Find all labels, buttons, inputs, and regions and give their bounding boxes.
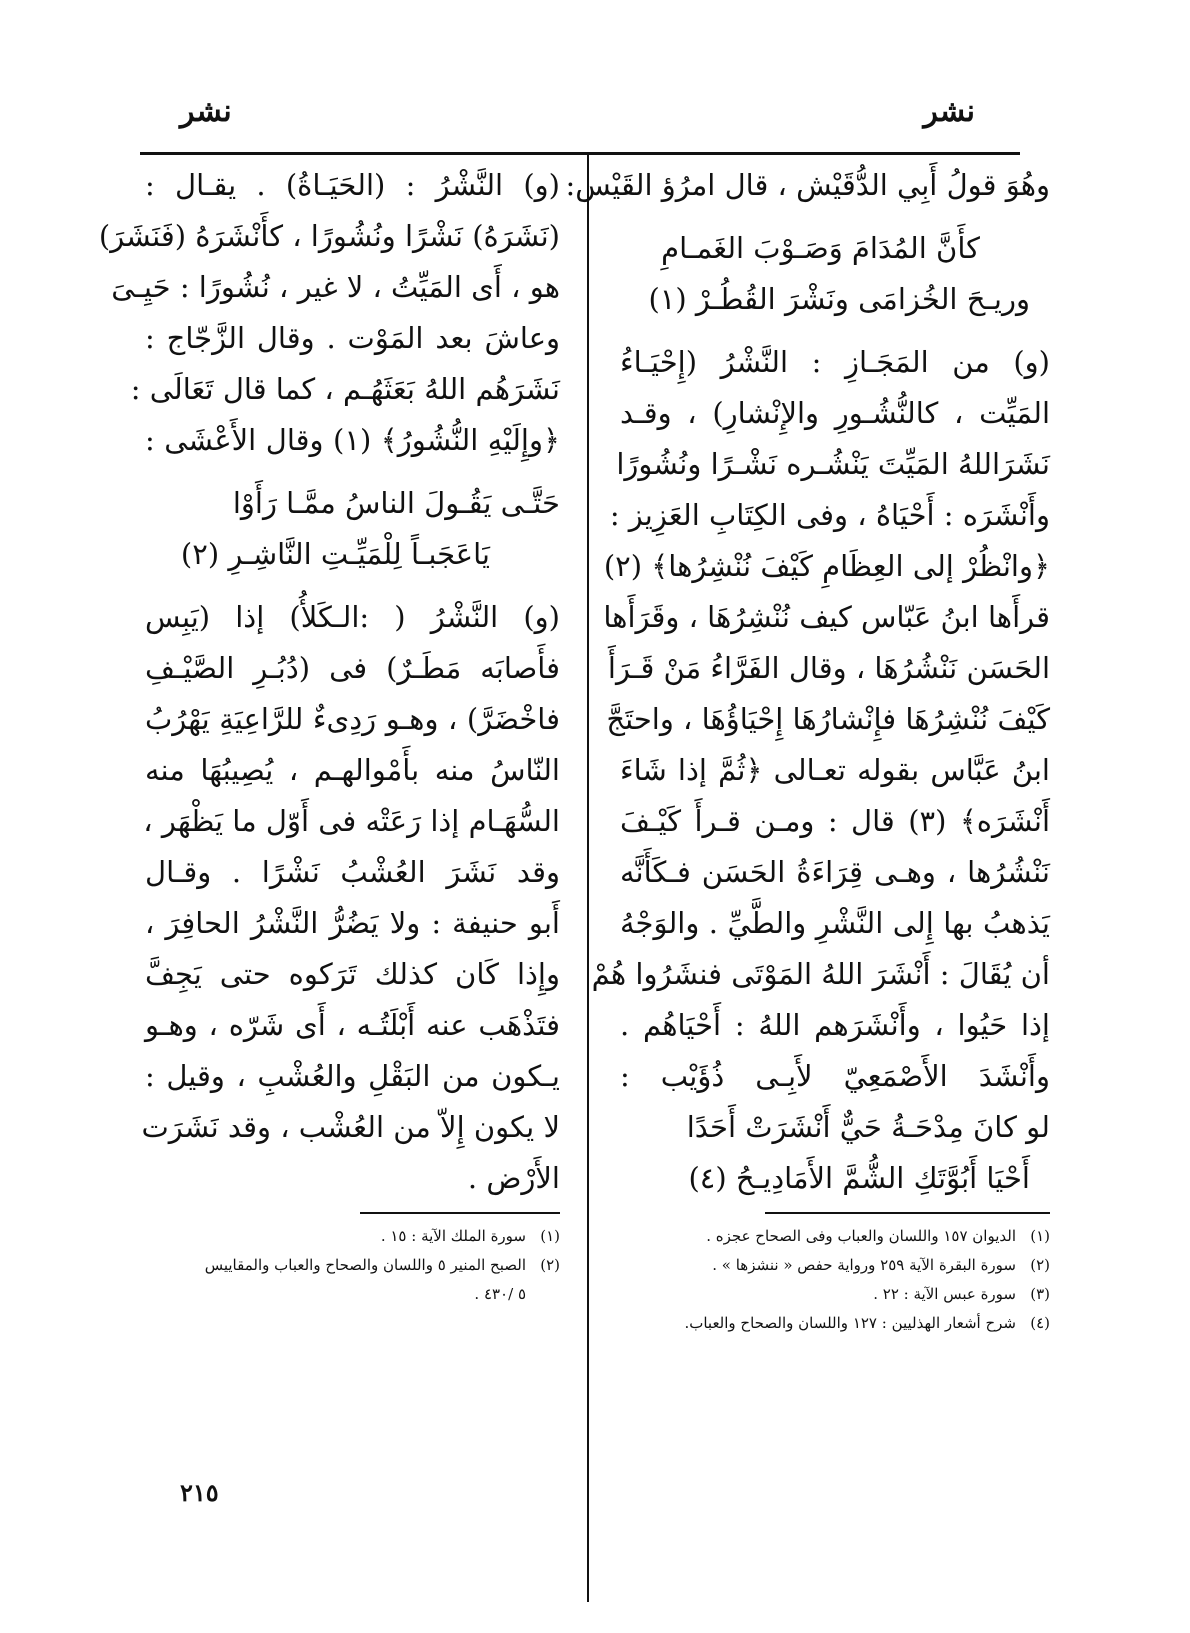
text-line: (و) من المَجَـازِ : النَّشْرُ (إِحْيَـاءُ [620,345,1050,379]
footnote [620,1280,1050,1309]
column-separator [587,152,589,1602]
text-line: قرأَها ابنُ عَبّاس كيف نُنْشِرُهَا ، وقَرَأَها [603,600,1050,634]
left-column [98,160,560,1309]
text-line: (و) النَّشْرُ : (الحَيَـاةُ) . يقـال : [145,168,560,202]
running-head-right: نشر [923,94,975,129]
text-line: أَنْشَرَه﴾ (٣) قال : ومـن قـرأَ كَيْـفَ [620,804,1051,838]
text-line: أَبو حنيفة : ولا يَضُرُّ النَّشْرُ الحافِرَ ، [145,906,560,940]
footnote-rule [765,1212,1050,1214]
text-line: ﴿وإِلَيْهِ النُّشُورُ﴾ (١) وقال الأَعْشَى : [145,423,560,457]
footnote-number: (٣) [1030,1285,1050,1303]
footnote-text: شرح أشعار الهذليين : ١٢٧ واللسان والصحاح والعباب. [684,1314,1016,1332]
footnote [145,1251,560,1280]
text-line: وإِذا كَان كذلك تَرَكوه حتى يَجِفَّ [145,957,560,991]
verse-line: حَتَّـى يَقُـولَ الناسُ ممَّـا رَأَوْا [232,486,560,520]
text-line: يَذهبُ بها إِلى النَّشْرِ والطَّيِّ . والوَجْهُ [620,906,1050,940]
text-line: السُّهَـام إذا رَعَتْه فى أَوّل ما يَظْهَر ، [143,804,560,838]
text-line: فاخْضَرَّ) ، وهـو رَدِىءٌ للرَّاعِيَةِ يَهْرُبُ [145,702,560,736]
footnote-number: (١) [1030,1227,1050,1245]
text-line: فأَصابَه مَطَـرٌ) فى (دُبُـرِ الصَّيْـفِ [145,651,560,685]
text-line: أن يُقَالَ : أَنْشَرَ اللهُ المَوْتَى فنشَرُوا هُمْ [591,957,1050,991]
verse-line: أَحْيَا أَبُوَّتَكِ الشُّمَّ الأَمَادِيـحُ (٤) [688,1161,1030,1195]
footnote-text: الصبح المنير ٥ واللسان والصحاح والعباب والمقاييس [204,1256,526,1274]
text-line: (نَشَرَهُ) نَشْرًا ونُشُورًا ، كأَنْشَرَهُ (فَنَشَرَ) [98,219,560,253]
text-line: فتَذْهَب عنه أَبْلَتُـه ، أَى شَرّه ، وهـو [145,1008,560,1042]
verse-line: يَاعَجَبـاً لِلْمَيِّـتِ النَّاشِـرِ (٢) [180,537,490,571]
footnote-number: (١) [540,1227,560,1245]
verse-line: وريـحَ الخُزامَى ونَشْرَ القُطُـرْ (١) [648,282,1030,316]
text-line: ﴿وانْظُرْ إلى العِظَامِ كَيْفَ نُنْشِرُها﴾ (٢) [603,549,1050,583]
running-head-left: نشر [180,94,232,129]
text-line: يـكون من البَقْلِ والعُشْبِ ، وقيل : [145,1059,560,1093]
text-line: نَشَرَهُم اللهُ بَعَثَهُـم ، كما قال تَعَالَى : [130,372,560,406]
text-line: الأَرْض . [467,1161,560,1195]
footnote-number: (٢) [1030,1256,1050,1274]
footnote [145,1222,560,1251]
footnote-text: سورة الملك الآية : ١٥ . [380,1227,526,1245]
text-line: نَشَرَاللهُ المَيِّتَ يَنْشُـره نَشْـرًا ونُشُورًا [616,447,1050,481]
text-line: النّاسُ منه بأَمْوالهـم ، يُصِيبُهَا منه [145,753,560,787]
text-line: المَيِّت ، كالنُّشُـورِ والإِنْشارِ) ، وقـد [620,396,1050,430]
text-line: نَنْشُرُها ، وهـى قِرَاءَةُ الحَسَن فـكَأَنَّه [620,855,1050,889]
text-line: وعاشَ بعد المَوْت . وقال الزَّجّاج : [145,321,560,355]
page-number: ٢١٥ [180,1478,219,1507]
verse-line: كأَنَّ المُدَامَ وَصَـوْبَ الغَمـامِ [661,231,980,265]
footnote-text: سورة عبس الآية : ٢٢ . [873,1285,1016,1303]
text-line: وقد نَشَرَ العُشْبُ نَشْرًا . وقـال [145,855,560,889]
text-line: وهُوَ قولُ أَبِي الدُّقَيْش ، قال امرُؤ القَيْس: [565,168,1050,202]
footnote-text: الديوان ١٥٧ واللسان والعباب وفى الصحاح عجزه . [706,1227,1016,1245]
footnote-text: سورة البقرة الآية ٢٥٩ ورواية حفص « ننشزها » . [712,1256,1016,1274]
text-line: (و) النَّشْرُ ( :الـكَلأُ) إذا (يَبِس [145,600,560,634]
footnote-number: (٢) [540,1256,560,1274]
header-rule [140,152,1020,155]
text-line: كَيْفَ نُنْشِرُهَا فإِنْشارُهَا إِحْيَاؤُهَا ، واحتَجَّ [606,702,1050,736]
footnote-continuation [145,1280,560,1309]
footnote-rule [360,1212,560,1214]
text-line: لا يكون إِلاّ من العُشْب ، وقد نَشَرَت [141,1110,560,1144]
text-line: ابنُ عَبَّاس بقوله تعـالى ﴿ثُمَّ إذا شَاءَ [620,753,1050,787]
text-line: هو ، أَى المَيِّتُ ، لا غير ، نُشُورًا : حَيِـىَ [111,270,560,304]
footnote-text: ٥ /٤٣٠ . [474,1285,526,1303]
right-column [565,160,1051,1338]
verse-line: لو كانَ مِدْحَـةُ حَيٌّ أَنْشَرَتْ أَحَدًا [686,1110,1050,1144]
text-line: وأَنْشَرَه : أَحْيَاهُ ، وفى الكِتَابِ العَزِيز : [609,498,1050,532]
text-line: وأَنْشَدَ الأَصْمَعِيّ لأَبِـى ذُؤَيْب : [620,1059,1050,1093]
footnote [620,1222,1050,1251]
footnote [620,1251,1050,1280]
footnote-number: (٤) [1030,1314,1050,1332]
text-line: الحَسَن نَنْشُرُهَا ، وقال الفَرَّاءُ مَنْ قَـرَأَ [607,651,1050,685]
footnote [620,1309,1050,1338]
text-line: إذا حَيُوا ، وأَنْشَرَهم اللهُ : أَحْيَاهُم . [620,1008,1050,1042]
